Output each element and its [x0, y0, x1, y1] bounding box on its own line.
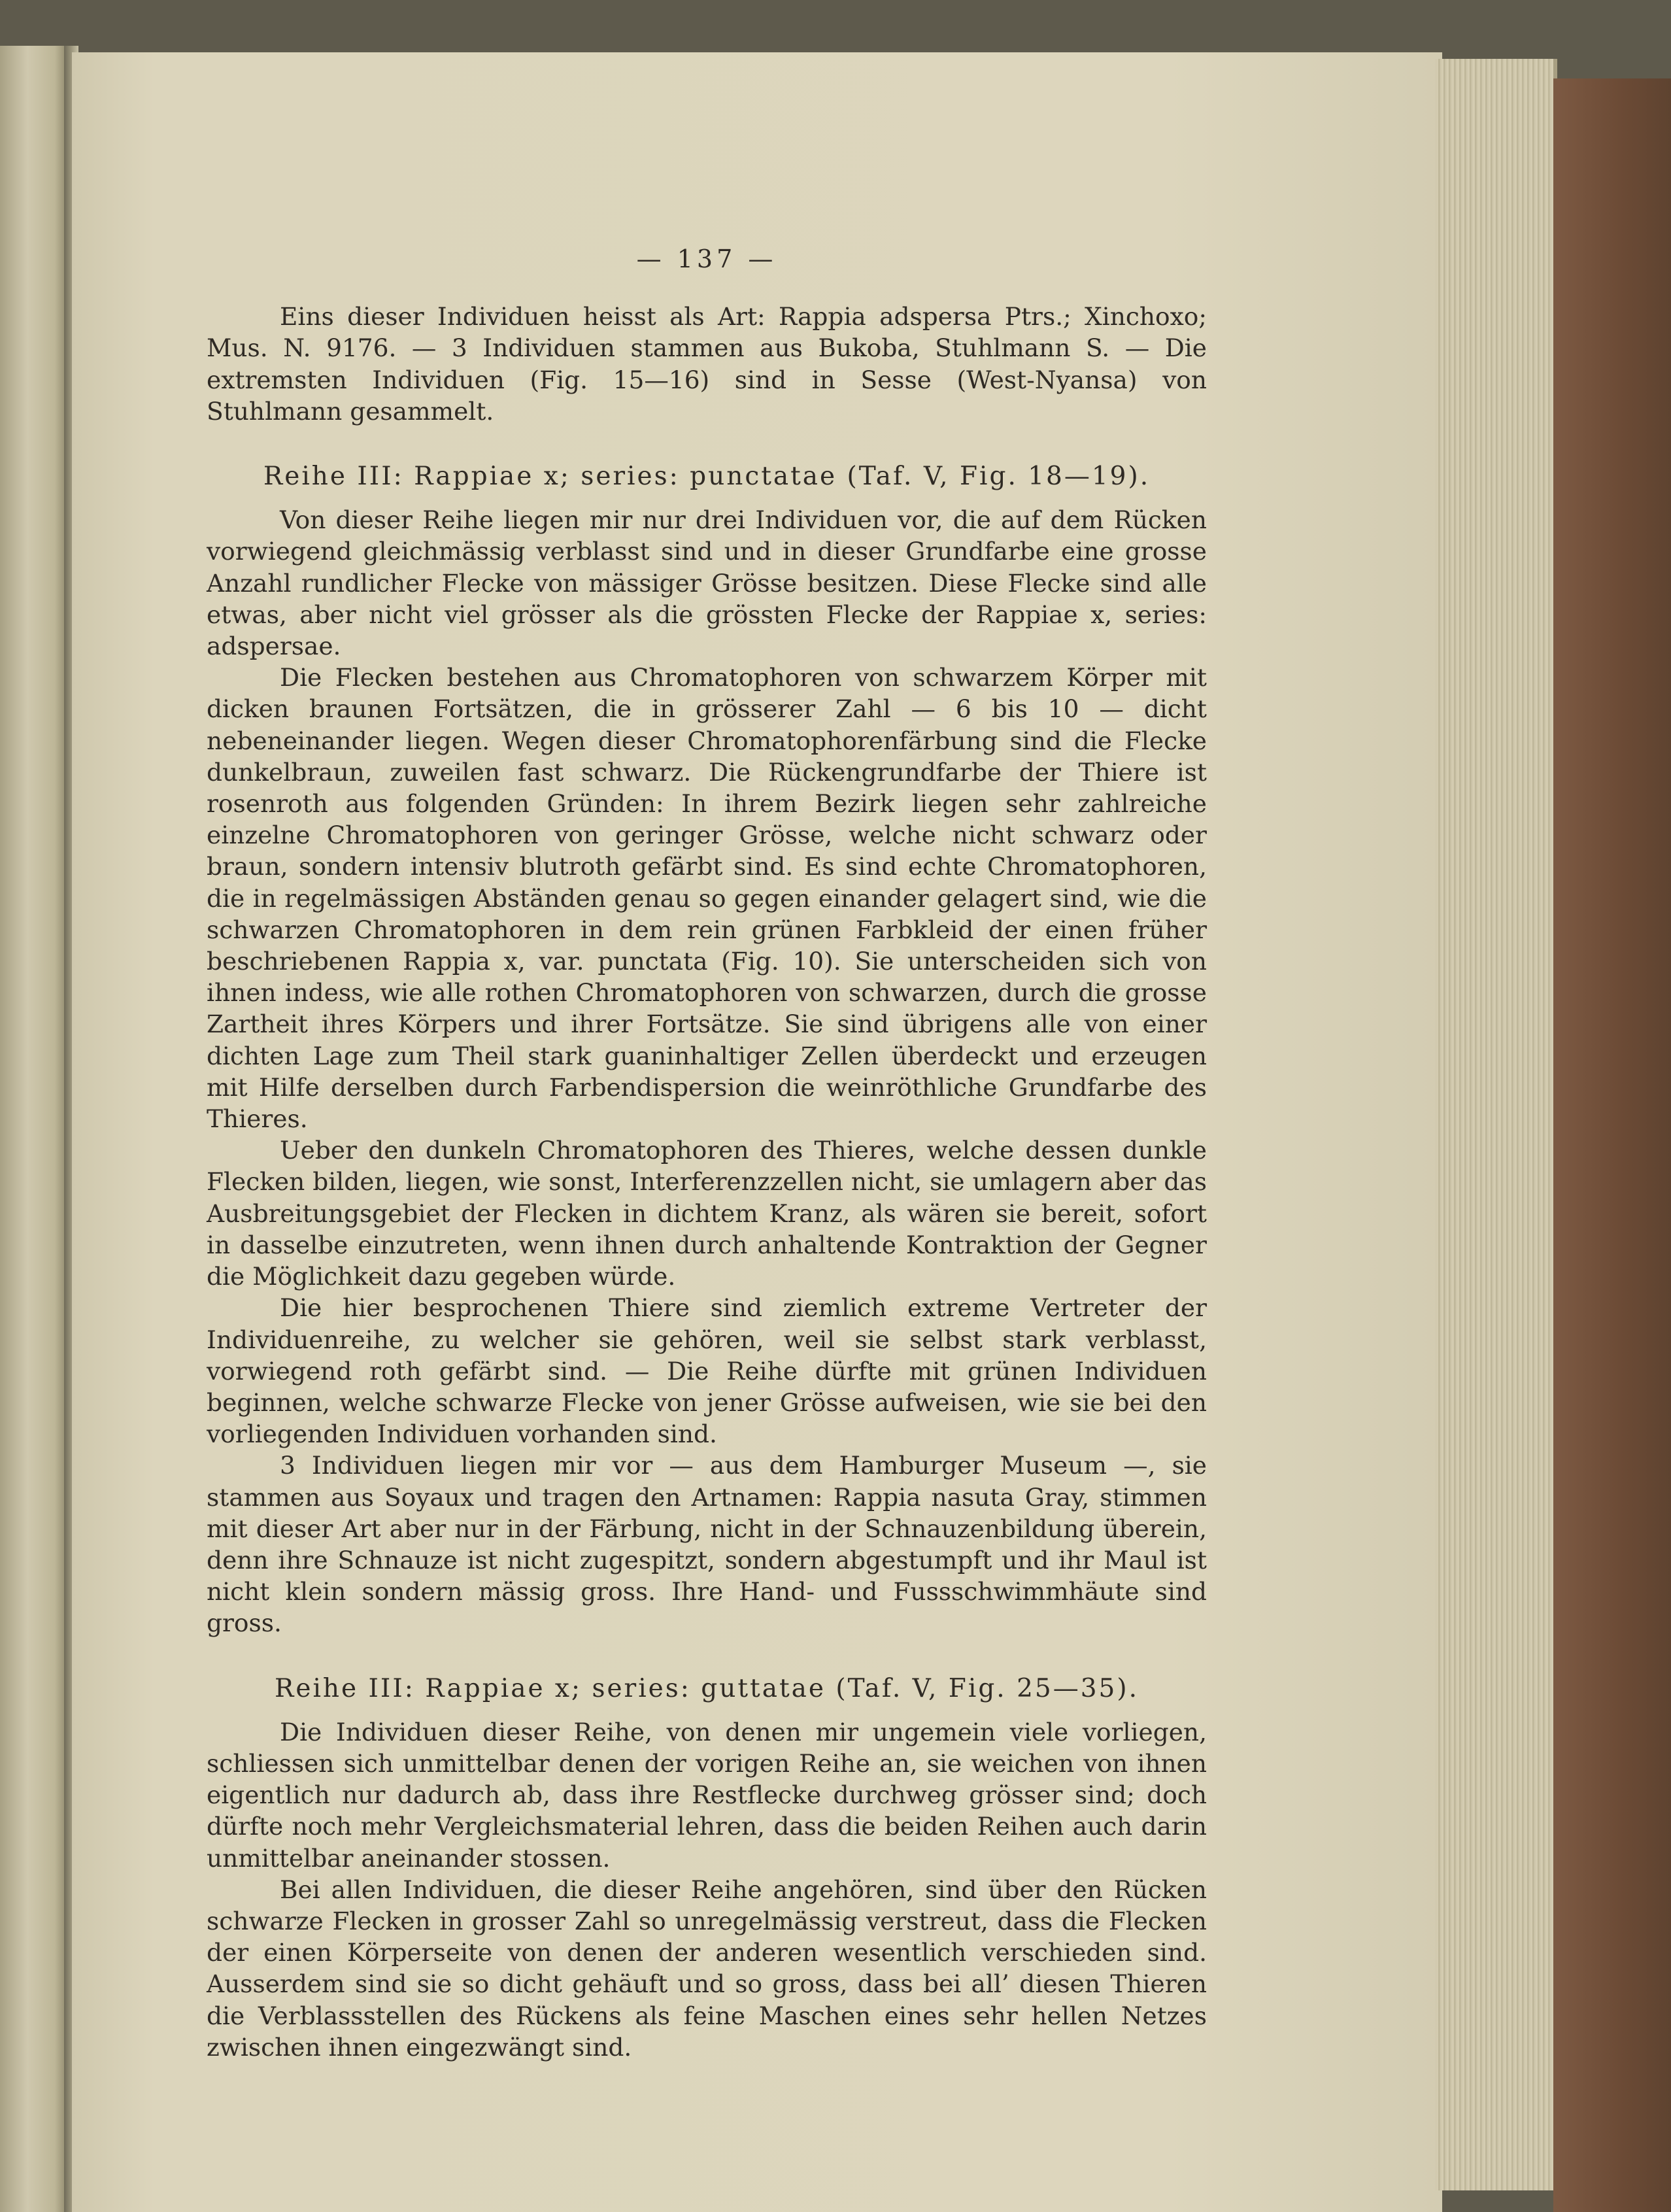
- page-number: — 137 —: [636, 245, 777, 273]
- intro-paragraph: Eins dieser Individuen heisst als Art: Rappia adspersa Ptrs.; Xinchoxo; Mus. N. 9176. — 3 Individuen stammen aus Bukoba, Stuhlmann S. — Die extremsten Individuen (Fig. 15—16) sind in Sesse (West-Nyansa) von Stuhlmann gesammelt.: [207, 302, 1207, 426]
- paragraph: 3 Individuen liegen mir vor — aus dem Hamburger Museum —, sie stammen aus Soyaux und tragen den Artnamen: Rappia nasuta Gray, stimmen mit dieser Art aber nur in der Färbung, nicht in der Schnauzenbildung überein, denn ihre Schnauze ist nicht zugespitzt, sondern abgestumpft und ihr Maul ist nicht klein sondern mässig gross. Ihre Hand- und Fussschwimmhäute sind gross.: [207, 1451, 1207, 1638]
- paragraph: Die Individuen dieser Reihe, von denen mir ungemein viele vorliegen, schliessen sich unmittelbar denen der vorigen Reihe an, sie weichen von ihnen eigentlich nur dadurch ab, dass ihre Restflecke durchweg grösser sind; doch dürfte noch mehr Vergleichsmaterial lehren, dass die beiden Reihen auch darin unmittelbar aneinander stossen.: [207, 1717, 1207, 1873]
- paragraph: Die Flecken bestehen aus Chromatophoren von schwarzem Körper mit dicken braunen Fortsätzen, die in grösserer Zahl — 6 bis 10 — dicht nebeneinander liegen. Wegen dieser Chromatophorenfärbung sind die Flecke dunkelbraun, zuweilen fast schwarz. Die Rückengrundfarbe der Thiere ist rosenroth aus folgenden Gründen: In ihrem Bezirk liegen sehr zahlreiche einzelne Chromatophoren von geringer Grösse, welche nicht schwarz oder braun, sondern intensiv blutroth gefärbt sind. Es sind echte Chromatophoren, die in regelmässigen Abständen genau so gegen einander gelagert sind, wie die schwarzen Chromatophoren in dem rein grünen Farbkleid der einen früher beschriebenen Rappia x, var. punctata (Fig. 10). Sie unterscheiden sich von ihnen indess, wie alle rothen Chromatophoren von schwarzen, durch die grosse Zartheit ihres Körpers und ihrer Fortsätze. Sie sind übrigens alle von einer dichten Lage zum Theil stark guaninhaltiger Zellen überdeckt und erzeugen mit Hilfe derselben durch Farbendispersion die weinröthliche Grundfarbe des Thieres.: [207, 663, 1207, 1134]
- page-edges: [1436, 59, 1557, 2190]
- paragraph: Ueber den dunkeln Chromatophoren des Thieres, welche dessen dunkle Flecken bilden, liegen, wie sonst, Interferenzzellen nicht, sie umlagern aber das Ausbreitungsgebiet der Flecken in dichtem Kranz, als wären sie bereit, sofort in dasselbe einzutreten, wenn ihnen durch anhaltende Kontraktion der Gegner die Möglichkeit dazu gegeben würde.: [207, 1136, 1207, 1291]
- section-heading-guttatae: Reihe III: Rappiae x; series: guttatae (Taf. V, Fig. 25—35).: [275, 1673, 1139, 1703]
- text-block: [207, 243, 1207, 2063]
- paragraph: Bei allen Individuen, die dieser Reihe angehören, sind über den Rücken schwarze Flecken in grosser Zahl so unregelmässig verstreut, dass die Flecken der einen Körperseite von denen der anderen wesentlich verschieden sind. Ausserdem sind sie so dicht gehäuft und so gross, dass bei all’ diesen Thieren die Verblassstellen des Rückens als feine Maschen eines sehr hellen Netzes zwischen ihnen eingezwängt sind.: [207, 1875, 1207, 2062]
- paragraph: Von dieser Reihe liegen mir nur drei Individuen vor, die auf dem Rücken vorwiegend gleichmässig verblasst sind und in dieser Grundfarbe eine grosse Anzahl rundlicher Flecke von mässiger Grösse besitzen. Diese Flecke sind alle etwas, aber nicht viel grösser als die grössten Flecke der Rappiae x, series: adspersae.: [207, 505, 1207, 661]
- paragraph: Die hier besprochenen Thiere sind ziemlich extreme Vertreter der Individuenreihe, zu welcher sie gehören, weil sie selbst stark verblasst, vorwiegend roth gefärbt sind. — Die Reihe dürfte mit grünen Individuen beginnen, welche schwarze Flecke von jener Grösse aufweisen, wie sie bei den vorliegenden Individuen vorhanden sind.: [207, 1293, 1207, 1449]
- book-cover: [1553, 78, 1671, 2212]
- section-heading-punctatae: Reihe III: Rappiae x; series: punctatae (Taf. V, Fig. 18—19).: [263, 462, 1151, 492]
- left-page-edge: [0, 46, 69, 2212]
